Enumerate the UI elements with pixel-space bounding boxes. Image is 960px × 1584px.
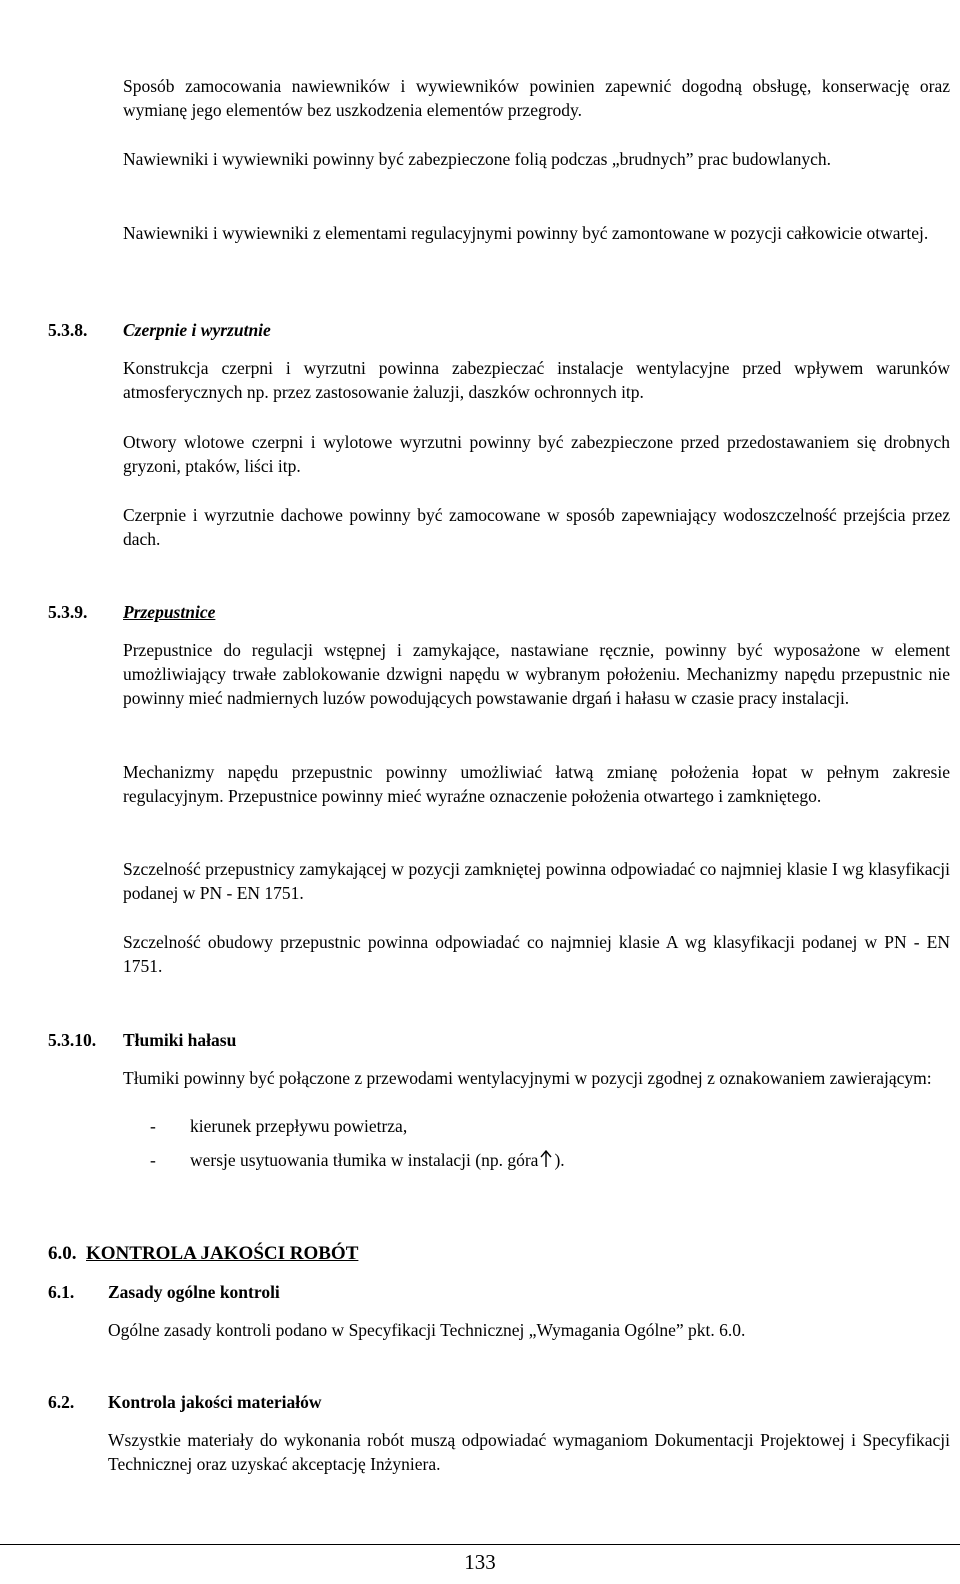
section-title: Kontrola jakości materiałów: [108, 1392, 322, 1412]
paragraph: Nawiewniki i wywiewniki z elementami regulacyjnymi powinny być zamontowane w pozycji całkowicie otwartej.: [123, 223, 929, 243]
paragraph: Mechanizmy napędu przepustnic powinny umożliwiać łatwą zmianę położenia łopat w pełnym zakresie regulacyjnym. Przepustnice powinny mieć wyraźne oznaczenie położenia otwartego i zamkniętego.: [123, 762, 950, 806]
paragraph: Tłumiki powinny być połączone z przewodami wentylacyjnymi w pozycji zgodnej z oznakowaniem zawierającym:: [123, 1068, 932, 1088]
list-item-text: [190, 1148, 565, 1172]
list-item-text-after: ).: [554, 1150, 565, 1170]
paragraph: Ogólne zasady kontroli podano w Specyfikacji Technicznej „Wymagania Ogólne” pkt. 6.0.: [108, 1320, 746, 1340]
section-title: Czerpnie i wyrzutnie: [123, 320, 271, 340]
section-number: 6.1.: [48, 1282, 75, 1302]
list-dash: -: [150, 1116, 156, 1136]
paragraph: Wszystkie materiały do wykonania robót muszą odpowiadać wymaganiom Dokumentacji Projektowej i Specyfikacji Technicznej oraz uzyskać akceptację Inżyniera.: [108, 1430, 950, 1474]
section-title: Przepustnice: [123, 602, 216, 622]
footer-divider: [0, 1544, 960, 1545]
list-item-text: kierunek przepływu powietrza,: [190, 1116, 408, 1136]
list-item-text-before: wersje usytuowania tłumika w instalacji (np. góra: [190, 1150, 539, 1170]
paragraph: Otwory wlotowe czerpni i wylotowe wyrzutni powinny być zabezpieczone przed przedostawaniem się drobnych gryzoni, ptaków, liści itp.: [123, 432, 950, 476]
section-title: Tłumiki hałasu: [123, 1030, 237, 1050]
list-dash: -: [150, 1150, 156, 1170]
section-number: 6.0.: [48, 1243, 77, 1264]
section-number: 5.3.9.: [48, 602, 88, 622]
paragraph: Szczelność przepustnicy zamykającej w pozycji zamkniętej powinna odpowiadać co najmniej klasie I wg klasyfikacji podanej w PN - EN 1751.: [123, 859, 950, 903]
paragraph: Szczelność obudowy przepustnic powinna odpowiadać co najmniej klasie A wg klasyfikacji podanej w PN - EN 1751.: [123, 932, 950, 976]
section-number: 6.2.: [48, 1392, 75, 1412]
paragraph: Nawiewniki i wywiewniki powinny być zabezpieczone folią podczas „brudnych” prac budowlanych.: [123, 149, 832, 169]
arrow-up-icon: [540, 1150, 552, 1168]
section-number: 5.3.8.: [48, 320, 88, 340]
paragraph: Konstrukcja czerpni i wyrzutni powinna zabezpieczać instalacje wentylacyjne przed wpływem warunków atmosferycznych np. przez zastosowanie żaluzji, daszków ochronnych itp.: [123, 358, 950, 402]
section-title: KONTROLA JAKOŚCI ROBÓT: [86, 1243, 359, 1264]
section-title: Zasady ogólne kontroli: [108, 1282, 280, 1302]
page-number: 133: [464, 1550, 496, 1574]
paragraph: Sposób zamocowania nawiewników i wywiewników powinien zapewnić dogodną obsługę, konserwację oraz wymianę jego elementów bez uszkodzenia elementów przegrody.: [123, 76, 950, 120]
paragraph: Czerpnie i wyrzutnie dachowe powinny być zamocowane w sposób zapewniający wodoszczelność przejścia przez dach.: [123, 505, 950, 549]
section-number: 5.3.10.: [48, 1030, 97, 1050]
paragraph: Przepustnice do regulacji wstępnej i zamykające, nastawiane ręcznie, powinny być wyposażone w element umożliwiający trwałe zablokowanie dzwigni napędu w wybranym położeniu. Mechanizmy napędu przepustnic nie powinny mieć nadmiernych luzów powodujących powstawanie drgań i hałasu w czasie pracy instalacji.: [123, 640, 950, 708]
